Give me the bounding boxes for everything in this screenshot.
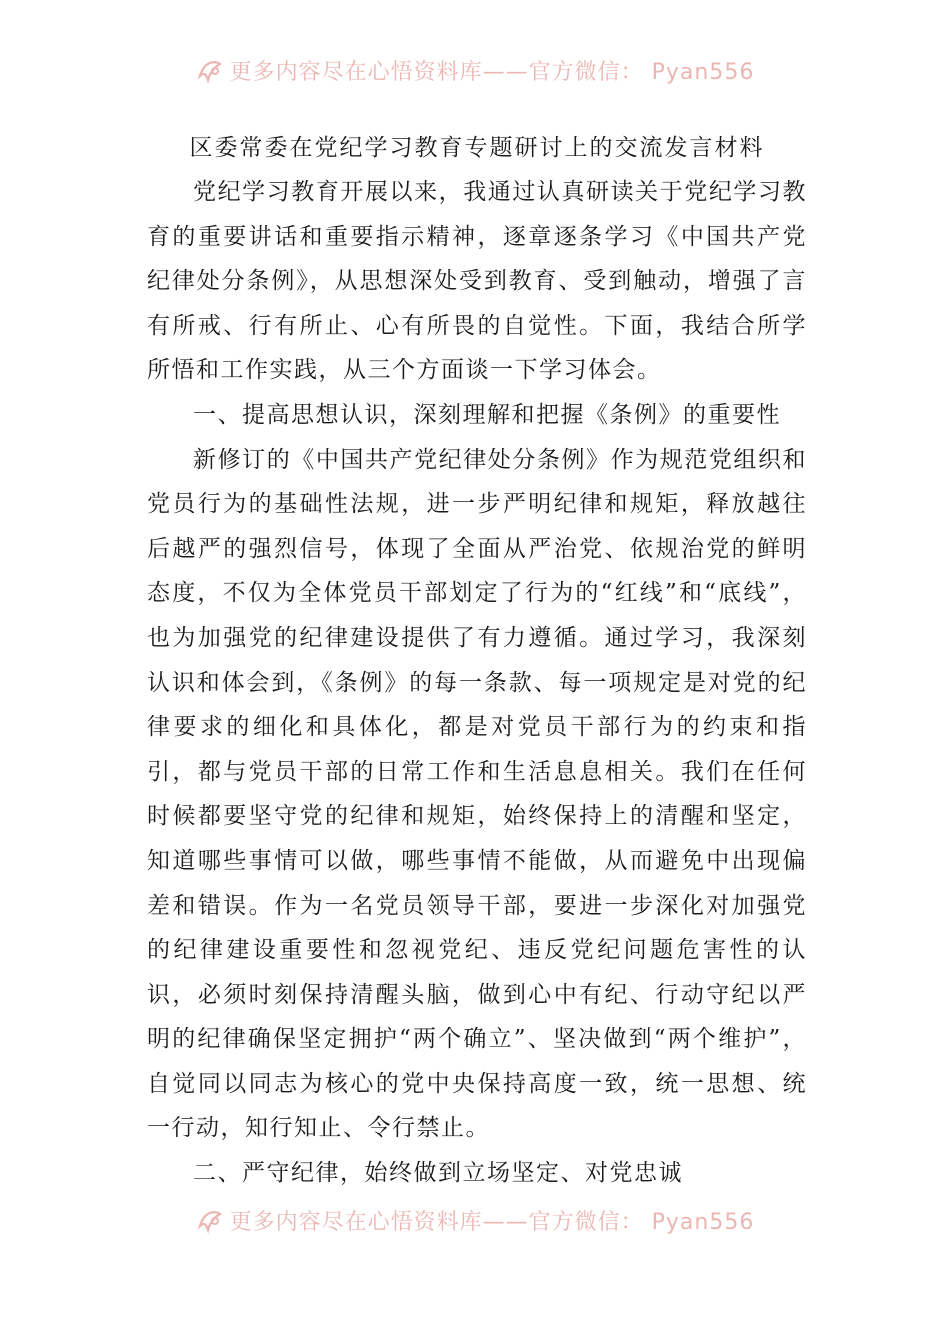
section-1-paragraph: 新修订的《中国共产党纪律处分条例》作为规范党组织和党员行为的基础性法规，进一步严明纪律和规矩，释放越往后越严的强烈信号，体现了全面从严治党、依规治党的鲜明态度，不仅为全体党员干部划定了行为的“红线”和“底线”，也为加强党的纪律建设提供了有力遵循。通过学习，我深刻认识和体会到，《条例》的每一条款、每一项规定是对党的纪律要求的细化和具体化，都是对党员干部行为的约束和指引，都与党员干部的日常工作和生活息息相关。我们在任何时候都要坚守党的纪律和规矩，始终保持上的清醒和坚定，知道哪些事情可以做，哪些事情不能做，从而避免中出现偏差和错误。作为一名党员领导干部，要进一步深化对加强党的纪律建设重要性和忽视党纪、违反党纪问题危害性的认识，必须时刻保持清醒头脑，做到心中有纪、行动守纪以严明的纪律确保坚定拥护“两个确立”、坚决做到“两个维护”，自觉同以同志为核心的党中央保持高度一致，统一思想、统一行动，知行知止、令行禁止。 xyxy=(147,446,807,1142)
logo-icon xyxy=(196,1206,224,1234)
document-body xyxy=(147,126,807,1196)
watermark-text: 更多内容尽在心悟资料库——官方微信： Pyan556 xyxy=(229,59,755,85)
intro-paragraph: 党纪学习教育开展以来，我通过认真研读关于党纪学习教育的重要讲话和重要指示精神，逐章逐条学习《中国共产党纪律处分条例》，从思想深处受到教育、受到触动，增强了言有所戒、行有所止、心有所畏的自觉性。下面，我结合所学所悟和工作实践，从三个方面谈一下学习体会。 xyxy=(147,179,807,384)
watermark-text: 更多内容尽在心悟资料库——官方微信： Pyan556 xyxy=(229,1209,755,1235)
watermark-bottom xyxy=(0,1200,950,1240)
section-2-heading: 二、严守纪律，始终做到立场坚定、对党忠诚 xyxy=(193,1160,683,1187)
logo-icon xyxy=(196,56,224,84)
document-title: 区委常委在党纪学习教育专题研讨上的交流发言材料 xyxy=(189,135,765,161)
watermark-top xyxy=(0,50,950,90)
section-1-heading: 一、提高思想认识，深刻理解和把握《条例》的重要性 xyxy=(193,401,781,428)
